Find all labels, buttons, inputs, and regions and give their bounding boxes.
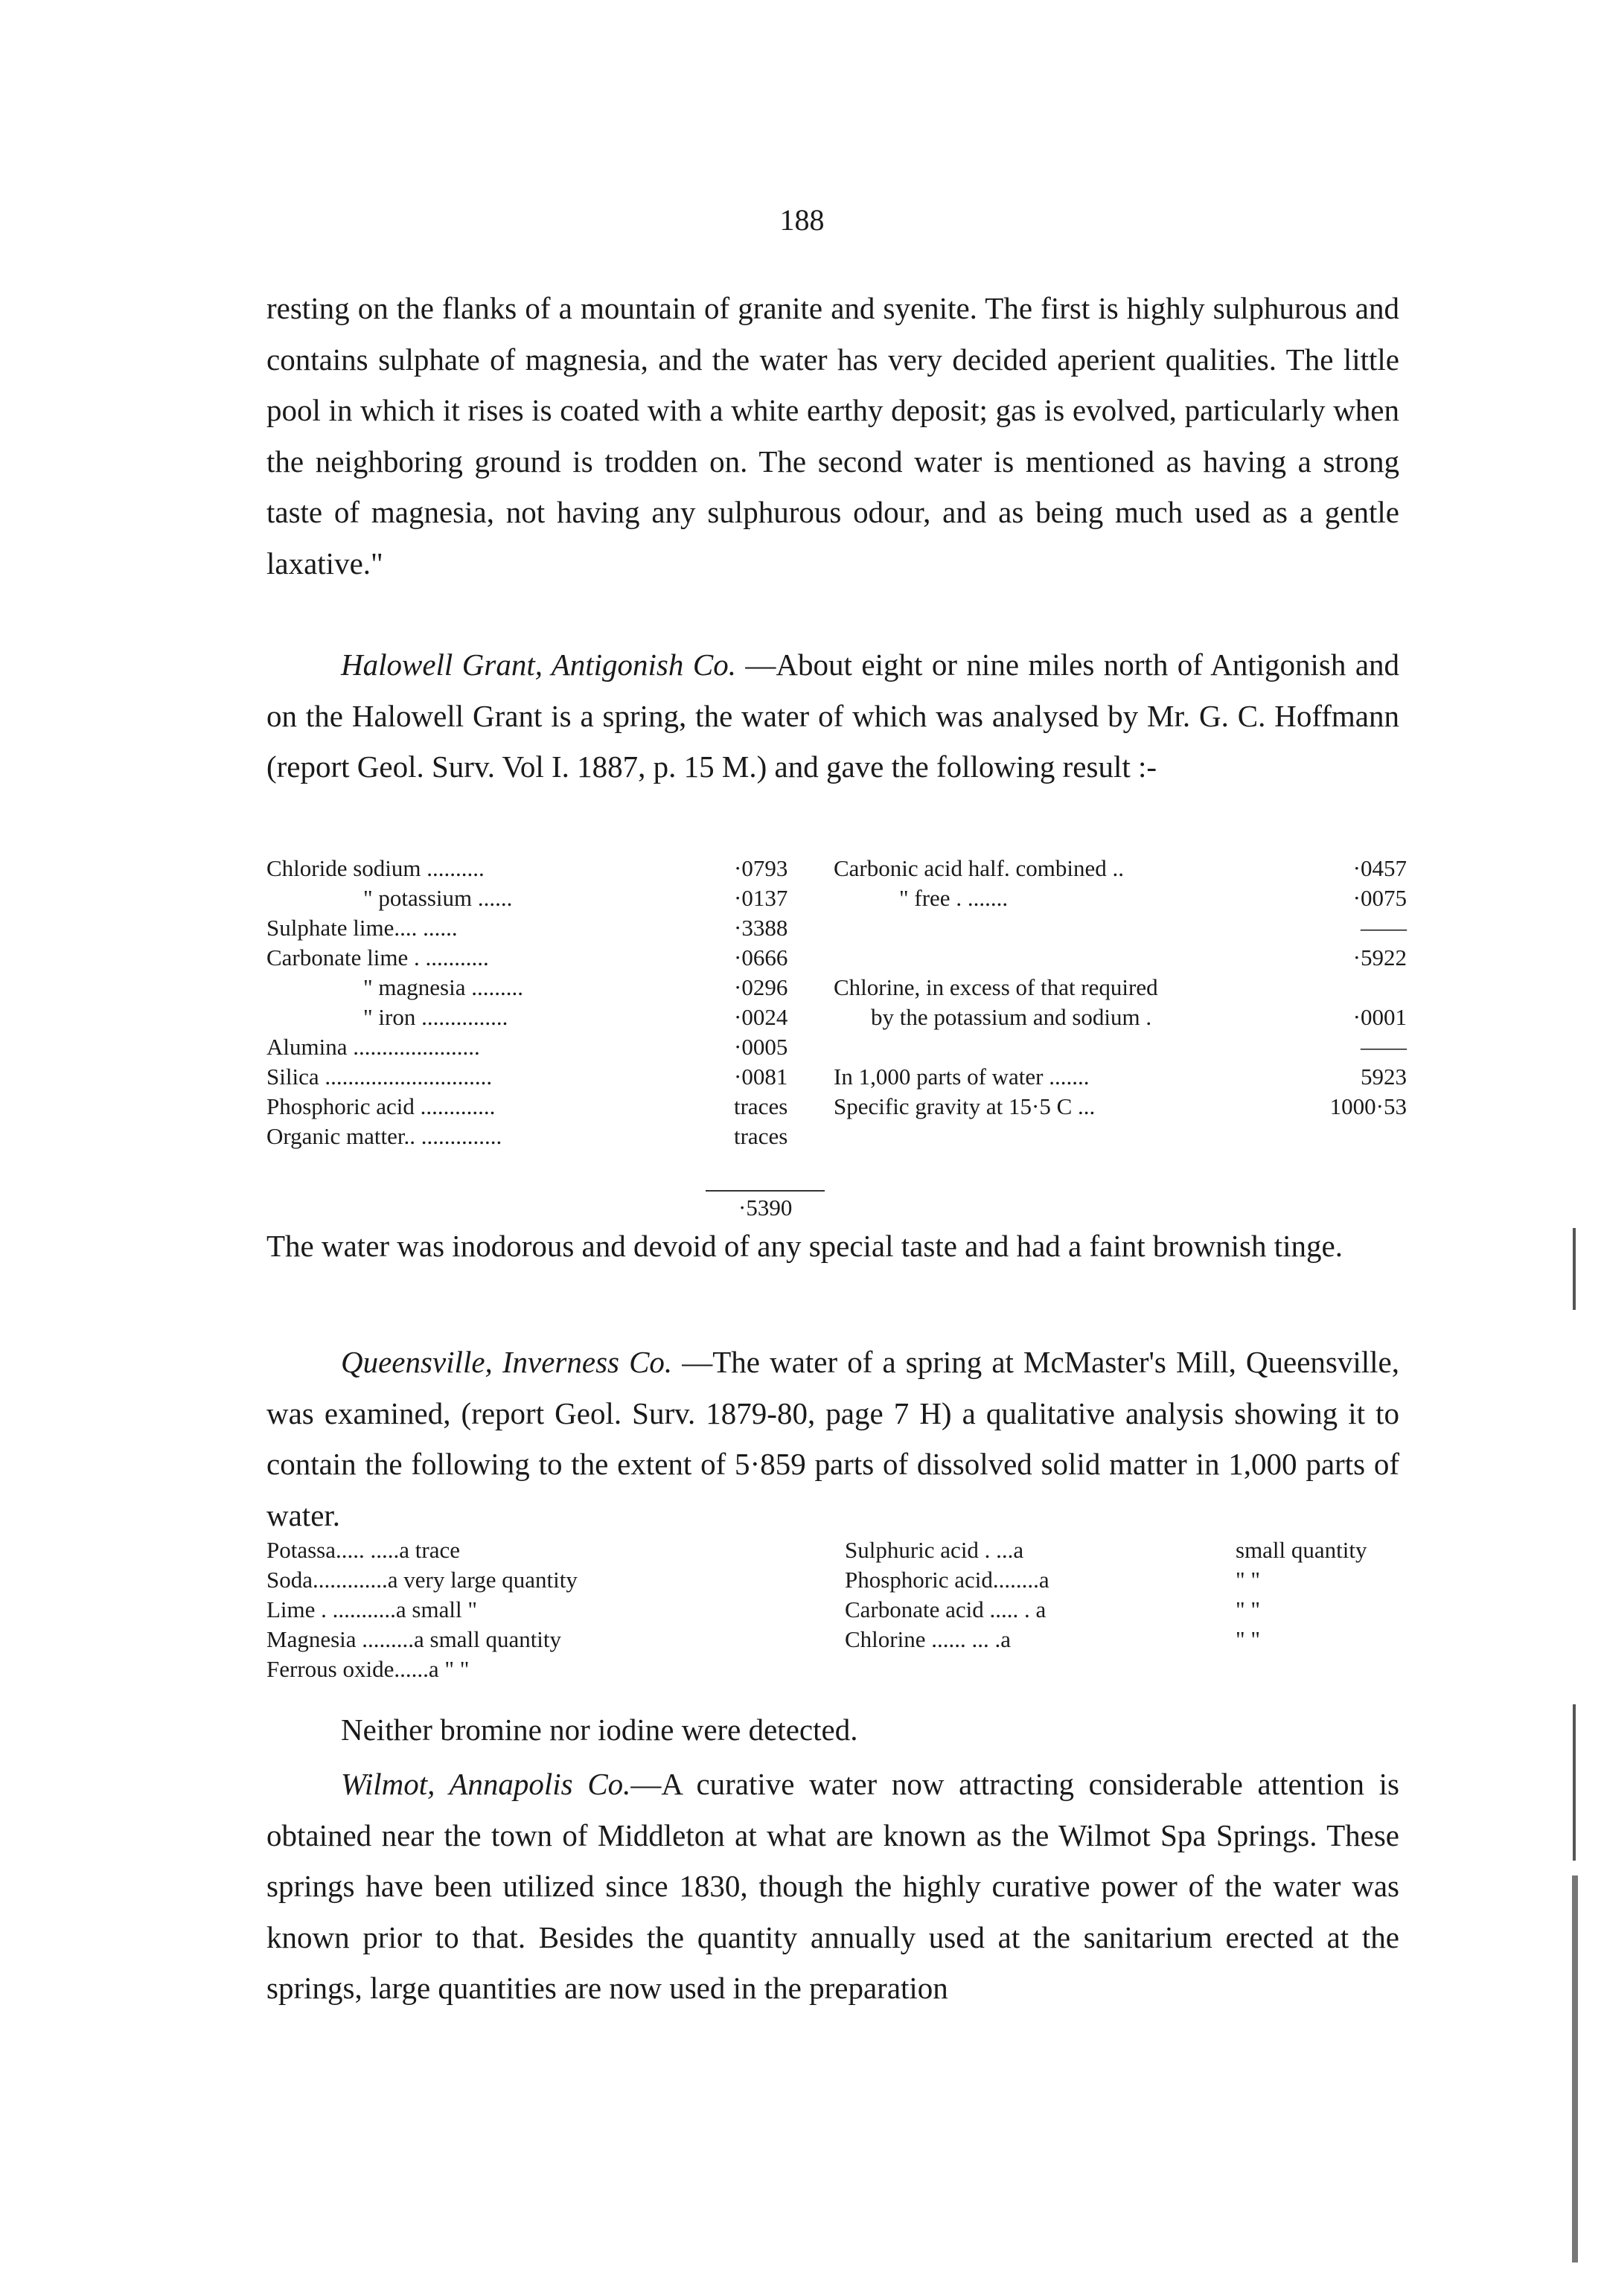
table-row bbox=[266, 1062, 832, 1092]
table-row: Lime . ...........a small " bbox=[266, 1596, 477, 1622]
row-value: ·0666 bbox=[734, 944, 788, 970]
paragraph-water-description: The water was inodorous and devoid of any special taste and had a faint brownish tinge. bbox=[266, 1229, 1343, 1263]
row-label: Silica ............................. bbox=[266, 1064, 493, 1090]
table-row bbox=[266, 1092, 832, 1122]
section-heading-queensville: Queensville, Inverness Co. bbox=[341, 1345, 673, 1379]
row-label: " magnesia ......... bbox=[363, 974, 523, 1000]
paragraph-wilmot-text: —A curative water now attracting considerable attention is obtained near the town of Middleton at what are known as the Wilmot Spa Springs. These springs have been utilized since 1830, though the highly curative power of the water was known prior to that. Besides the quantity annually used at the sanitarium erected at the springs, large quantities are now used in the preparation bbox=[266, 1767, 1399, 2006]
section-heading-wilmot: Wilmot, Annapolis Co. bbox=[341, 1767, 631, 1801]
qualitative-table-right bbox=[845, 1535, 1407, 1654]
row-value: 1000·53 bbox=[1329, 1093, 1407, 1119]
table-row bbox=[266, 1122, 832, 1151]
row-value: traces bbox=[734, 1123, 788, 1149]
row-label: by the potassium and sodium . bbox=[871, 1004, 1152, 1030]
paragraph-wilmot bbox=[266, 1759, 1399, 2014]
row-value: ·0457 bbox=[1352, 855, 1407, 881]
row-label: Carbonate acid ..... . a bbox=[845, 1596, 1047, 1622]
section-heading-halowell: Halowell Grant, Antigonish Co. bbox=[341, 647, 736, 682]
table-row bbox=[845, 1595, 1407, 1625]
row-label: Carbonate lime . ........... bbox=[266, 944, 489, 970]
table-row bbox=[834, 854, 1407, 883]
paragraph-queensville-text: —The water of a spring at McMaster's Mill, Queensville, was examined, (report Geol. Surv. 1879-80, page 7 H) a qualitative analysis showing it to contain the following to the extent of 5·859 parts of dissolved solid matter in 1,000 parts of water. bbox=[266, 1345, 1399, 1532]
paragraph-halowell-text: —About eight or nine miles north of Antigonish and on the Halowell Grant is a spring, the water of which was analysed by Mr. G. C. Hoffmann (report Geol. Surv. Vol I. 1887, p. 15 M.) and gave the following result :- bbox=[266, 647, 1400, 784]
paragraph-bromine-note: Neither bromine nor iodine were detected. bbox=[341, 1713, 858, 1747]
row-value: —— bbox=[1361, 1034, 1407, 1060]
row-value: —— bbox=[1361, 915, 1407, 941]
qualitative-table-left bbox=[266, 1535, 832, 1684]
row-label: Sulphate lime.... ...... bbox=[266, 915, 458, 941]
table-row bbox=[845, 1535, 1407, 1565]
row-label: Alumina ...................... bbox=[266, 1034, 480, 1060]
row-value: ·3388 bbox=[734, 915, 788, 941]
table-row: Soda.............a very large quantity bbox=[266, 1567, 578, 1593]
row-label: Phosphoric acid ............. bbox=[266, 1093, 496, 1119]
table-row bbox=[266, 883, 832, 913]
row-value: ·0137 bbox=[734, 885, 788, 911]
row-value: 5923 bbox=[1361, 1064, 1407, 1090]
table-total: ·5390 bbox=[738, 1195, 793, 1221]
table-row bbox=[266, 913, 832, 943]
row-value: ·0075 bbox=[1352, 885, 1407, 911]
table-row: Magnesia .........a small quantity bbox=[266, 1626, 562, 1652]
scan-edge-mark bbox=[1573, 1704, 1576, 1861]
row-value: ·0296 bbox=[734, 974, 788, 1000]
row-value: " " bbox=[1236, 1596, 1261, 1622]
table-row bbox=[845, 1565, 1407, 1595]
row-label: Sulphuric acid . ...a bbox=[845, 1537, 1024, 1563]
row-value: ·0793 bbox=[734, 855, 788, 881]
table-row bbox=[266, 1002, 832, 1032]
table-row bbox=[834, 1062, 1407, 1092]
table-row bbox=[834, 943, 1407, 973]
row-label: Chloride sodium .......... bbox=[266, 855, 485, 881]
row-label: Chlorine, in excess of that required bbox=[834, 974, 1158, 1000]
row-value: ·0024 bbox=[734, 1004, 788, 1030]
row-value: ·5922 bbox=[1352, 944, 1407, 970]
table-row bbox=[266, 1032, 832, 1062]
paragraph-spring-description: resting on the flanks of a mountain of granite and syenite. The first is highly sulphurous and contains sulphate of magnesia, and the water has very decided aperient qualities. The little pool in which it rises is coated with a white earthy deposit; gas is evolved, particularly when the neighboring ground is trodden on. The second water is mentioned as having a strong taste of magnesia, not having any sulphurous odour, and as being much used as a gentle laxative." bbox=[266, 291, 1399, 581]
table-row bbox=[834, 1092, 1407, 1122]
row-value: traces bbox=[734, 1093, 788, 1119]
scan-edge-mark bbox=[1573, 1228, 1576, 1310]
row-value: " " bbox=[1236, 1626, 1261, 1652]
table-row bbox=[266, 854, 832, 883]
page-number: 188 bbox=[779, 203, 825, 237]
paragraph-queensville bbox=[266, 1337, 1399, 1541]
row-value: " " bbox=[1236, 1567, 1261, 1593]
row-value: ·0001 bbox=[1352, 1004, 1407, 1030]
row-label: " iron ............... bbox=[363, 1004, 508, 1030]
analysis-table-right bbox=[834, 854, 1407, 1122]
table-row bbox=[834, 1032, 1407, 1062]
paragraph-halowell-grant bbox=[266, 639, 1399, 793]
table-row bbox=[266, 943, 832, 973]
row-label: " potassium ...... bbox=[363, 885, 513, 911]
total-rule bbox=[706, 1190, 825, 1192]
row-label: Phosphoric acid........a bbox=[845, 1567, 1049, 1593]
row-label: Chlorine ...... ... .a bbox=[845, 1626, 1011, 1652]
row-value: small quantity bbox=[1236, 1537, 1367, 1563]
table-row bbox=[845, 1625, 1407, 1654]
row-value: ·0005 bbox=[734, 1034, 788, 1060]
row-label: Carbonic acid half. combined .. bbox=[834, 855, 1124, 881]
row-label: In 1,000 parts of water ....... bbox=[834, 1064, 1090, 1090]
scan-edge-mark bbox=[1572, 1876, 1578, 2263]
table-row: Ferrous oxide......a " " bbox=[266, 1656, 470, 1682]
row-label: Organic matter.. .............. bbox=[266, 1123, 502, 1149]
row-label: " free . ....... bbox=[899, 885, 1009, 911]
row-value: ·0081 bbox=[734, 1064, 788, 1090]
table-row: Potassa..... .....a trace bbox=[266, 1537, 460, 1563]
table-row bbox=[834, 913, 1407, 943]
table-row bbox=[834, 973, 1407, 1002]
analysis-table-left bbox=[266, 854, 832, 1151]
table-row bbox=[266, 973, 832, 1002]
row-label: Specific gravity at 15·5 C ... bbox=[834, 1093, 1096, 1119]
table-row bbox=[834, 883, 1407, 913]
table-row bbox=[834, 1002, 1407, 1032]
